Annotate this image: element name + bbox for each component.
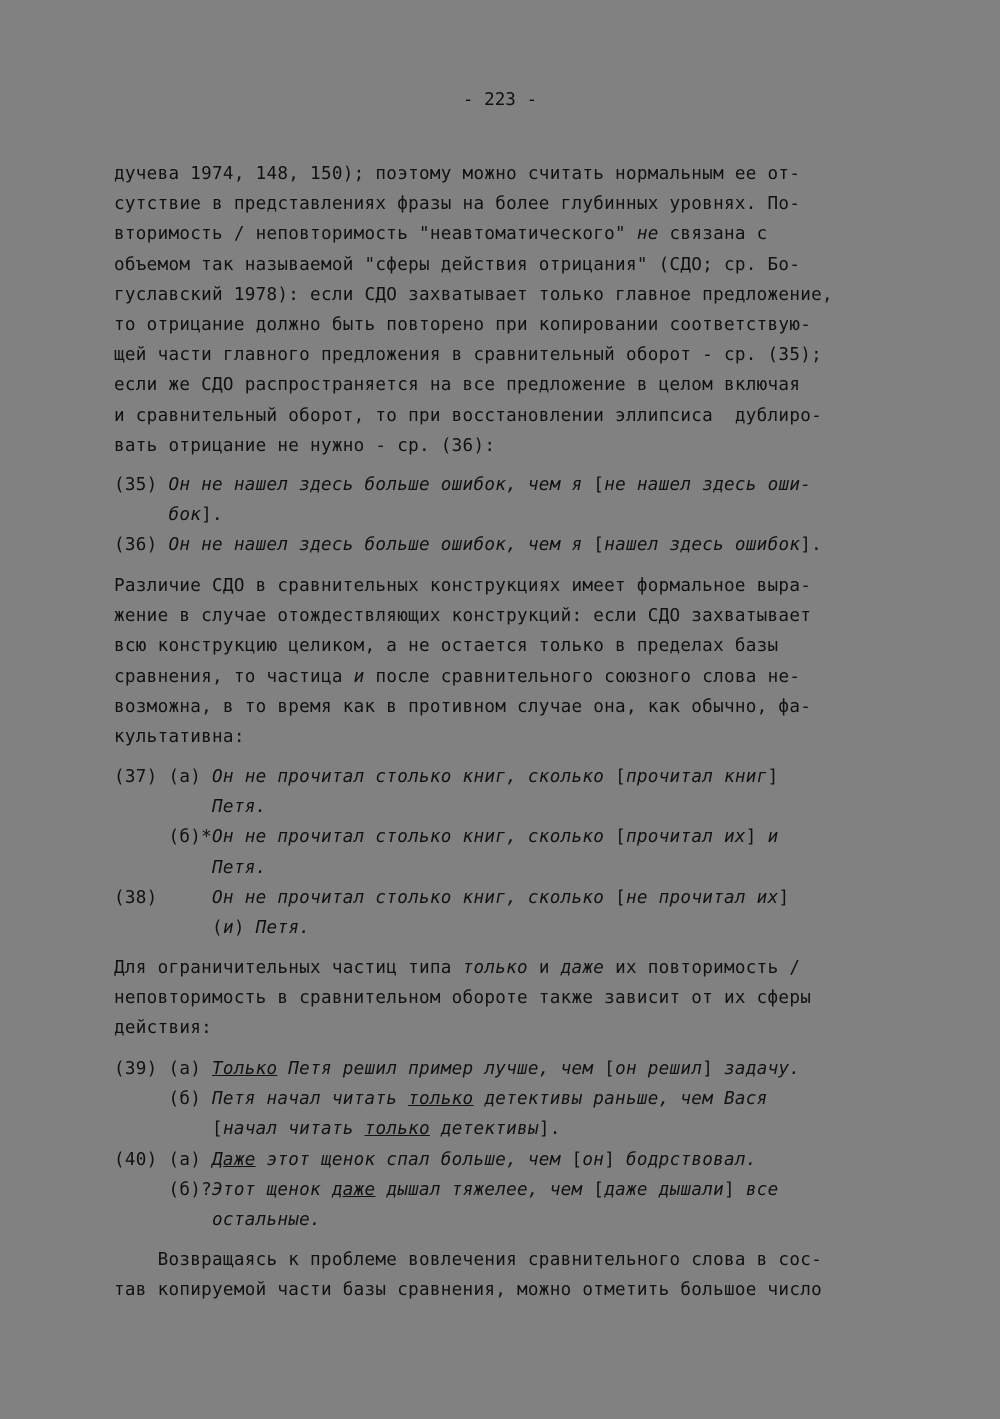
italic-text: Этот щенок — [212, 1180, 332, 1201]
underlined-italic-text: даже — [331, 1180, 376, 1201]
underlined-italic-text: только — [408, 1089, 474, 1110]
para2-line — [114, 725, 245, 749]
para2-line — [114, 695, 811, 719]
text-run: Для ограничительных частиц типа — [114, 958, 463, 978]
text-run: ] — [724, 1180, 746, 1201]
ex38-line — [114, 916, 310, 940]
ex37-line — [114, 825, 779, 849]
ex37-line — [114, 765, 778, 789]
text-run: [ — [593, 475, 605, 495]
text-run — [114, 797, 212, 817]
text-run: ]. — [800, 535, 823, 555]
text-run: [ — [114, 1119, 223, 1140]
italic-text: и — [222, 918, 234, 939]
text-run: то отрицание должно быть повторено при копировании соответствую- — [114, 315, 812, 335]
text-run: ) — [233, 918, 256, 939]
text-run: [ — [593, 1180, 605, 1201]
italic-text: все — [745, 1180, 779, 1201]
text-run: вать отрицание не нужно - ср. (36): — [114, 435, 496, 456]
text-run: [ — [593, 535, 605, 555]
ex40-line — [114, 1178, 779, 1202]
para3-line — [114, 1016, 212, 1040]
italic-text: Петя решил пример лучше, чем — [277, 1059, 605, 1079]
para4-line — [114, 1278, 822, 1302]
para2-line — [114, 634, 778, 658]
ex35-line — [114, 473, 811, 497]
text-run: всю конструкцию целиком, а не остается только в пределах базы — [114, 636, 779, 657]
italic-text: детективы раньше, чем Вася — [473, 1089, 768, 1110]
italic-text: Петя. — [255, 918, 311, 939]
text-run: культативна: — [114, 727, 245, 747]
ex35-line — [114, 503, 223, 527]
underlined-italic-text: только — [364, 1119, 430, 1140]
text-run: [ — [615, 767, 626, 787]
underlined-italic-text: Даже — [212, 1150, 256, 1170]
text-run: гуславский 1978): если СДО захватывает только главное предложение, — [114, 284, 833, 305]
text-run: (36) — [114, 535, 169, 555]
text-run: (39) (а) — [114, 1059, 213, 1079]
italic-text: не нашел здесь оши- — [604, 475, 812, 495]
text-run: и — [527, 958, 561, 978]
italic-text: даже — [560, 958, 605, 978]
text-run: (б)* — [114, 827, 213, 848]
italic-text: Петя. — [212, 857, 267, 878]
text-run: (37) (а) — [114, 767, 213, 787]
text-run: ] — [745, 827, 768, 848]
text-run: сутствие в представлениях фразы на более глубинных уровнях. По- — [114, 194, 801, 215]
text-run: ( — [114, 918, 223, 939]
italic-text: начал читать — [222, 1119, 365, 1140]
text-run: и сравнительный оборот, то при восстановлении эллипсиса дублиро- — [114, 405, 823, 426]
text-run: жение в случае отождествляющих конструкций: если СДО захватывает — [114, 606, 812, 627]
italic-text: даже дышали — [604, 1180, 725, 1201]
ex36-line — [114, 533, 822, 557]
text-run: ] — [604, 1150, 626, 1170]
italic-text: дышал тяжелее, чем — [375, 1180, 594, 1201]
text-run: ] — [778, 888, 790, 908]
para1-line — [114, 162, 800, 186]
italic-text: Он не прочитал столько книг, сколько — [212, 888, 616, 908]
text-run: щей части главного предложения в сравнительный оборот - ср. (35); — [114, 345, 823, 366]
para1-line — [114, 343, 822, 367]
italic-text: этот щенок спал больше, чем — [255, 1150, 572, 1170]
ex39-line — [114, 1057, 800, 1081]
para3-line — [114, 956, 800, 980]
ex39-line — [114, 1117, 561, 1141]
italic-text: прочитал их — [625, 827, 746, 848]
italic-text: Петя. — [212, 797, 267, 818]
text-run: (35) — [114, 475, 169, 495]
italic-text: Петя начал читать — [212, 1089, 409, 1110]
text-run: ]. — [538, 1119, 561, 1140]
text-run: (38) — [114, 888, 213, 908]
ex38-line — [114, 886, 789, 910]
text-run: (40) (а) — [114, 1150, 213, 1170]
para1-line — [114, 373, 800, 397]
text-run: [ — [615, 888, 626, 908]
ex37-line — [114, 856, 267, 880]
text-run: действия: — [114, 1018, 213, 1039]
para2-line — [114, 665, 800, 689]
italic-text: бок — [168, 505, 202, 526]
para1-line — [114, 434, 495, 458]
italic-text: только — [462, 958, 528, 978]
text-run: связана с — [658, 224, 768, 245]
text-run: [ — [615, 827, 626, 848]
italic-text: Он не прочитал столько книг, сколько — [212, 767, 616, 787]
text-run — [114, 858, 212, 878]
page-number: - 223 - — [462, 90, 538, 110]
text-run: ] — [702, 1059, 725, 1079]
italic-text: Он не прочитал столько книг, сколько — [212, 827, 616, 848]
italic-text: задачу. — [724, 1059, 801, 1079]
para1-line — [114, 192, 800, 216]
para1-line — [114, 404, 822, 428]
italic-text: не — [636, 224, 659, 245]
text-run: [ — [604, 1059, 616, 1079]
italic-text: и — [767, 827, 779, 848]
ex37-line — [114, 795, 267, 819]
text-run: Различие СДО в сравнительных конструкциях имеет формальное выра- — [114, 576, 812, 596]
para1-line — [114, 313, 811, 337]
para4-line — [114, 1248, 822, 1272]
para2-line — [114, 574, 811, 598]
para1-line — [114, 253, 800, 277]
italic-text: Он не нашел здесь больше ошибок, чем я — [168, 475, 594, 495]
para1-line — [114, 222, 768, 246]
text-run — [114, 1210, 212, 1230]
text-run: (б)? — [114, 1180, 213, 1201]
text-run — [114, 505, 168, 525]
italic-text: нашел здесь ошибок — [604, 535, 801, 555]
text-run: вторимость / неповторимость "неавтоматического" — [114, 224, 637, 245]
text-run: [ — [571, 1150, 583, 1170]
para3-line — [114, 986, 811, 1010]
text-run: (б) — [114, 1089, 213, 1110]
italic-text: он решил — [615, 1059, 703, 1079]
italic-text: остальные. — [212, 1210, 321, 1231]
italic-text: прочитал книг — [625, 767, 768, 787]
text-run: ]. — [201, 505, 223, 526]
text-run: неповторимость в сравнительном обороте также зависит от их сферы — [114, 988, 812, 1009]
text-run: дучева 1974, 148, 150); поэтому можно считать нормальным ее от- — [114, 164, 801, 184]
text-run: Возвращаясь к проблеме вовлечения сравнительного слова в сос- — [114, 1250, 823, 1270]
italic-text: и — [353, 666, 365, 687]
italic-text: он — [582, 1150, 605, 1170]
text-run: тав копируемой части базы сравнения, можно отметить большое число — [114, 1280, 823, 1301]
text-run: если же СДО распространяется на все предложение в целом включая — [114, 375, 801, 396]
italic-text: детективы — [429, 1119, 539, 1140]
ex40-line — [114, 1208, 321, 1232]
para2-line — [114, 604, 811, 628]
text-run: после сравнительного союзного слова не- — [364, 666, 801, 687]
italic-text: Он не нашел здесь больше ошибок, чем я — [168, 535, 594, 555]
text-run: их повторимость / — [604, 958, 801, 978]
text-run: возможна, в то время как в противном случае она, как обычно, фа- — [114, 696, 812, 717]
para1-line — [114, 283, 833, 307]
text-run: сравнения, то частица — [114, 666, 354, 687]
text-run: ] — [767, 767, 779, 787]
underlined-italic-text: Только — [212, 1059, 278, 1079]
ex40-line — [114, 1148, 757, 1172]
text-run: объемом так называемой "сферы действия отрицания" (СДО; ср. Бо- — [114, 254, 801, 275]
italic-text: бодрствовал. — [626, 1150, 757, 1170]
italic-text: не прочитал их — [625, 888, 779, 908]
ex39-line — [114, 1087, 768, 1111]
